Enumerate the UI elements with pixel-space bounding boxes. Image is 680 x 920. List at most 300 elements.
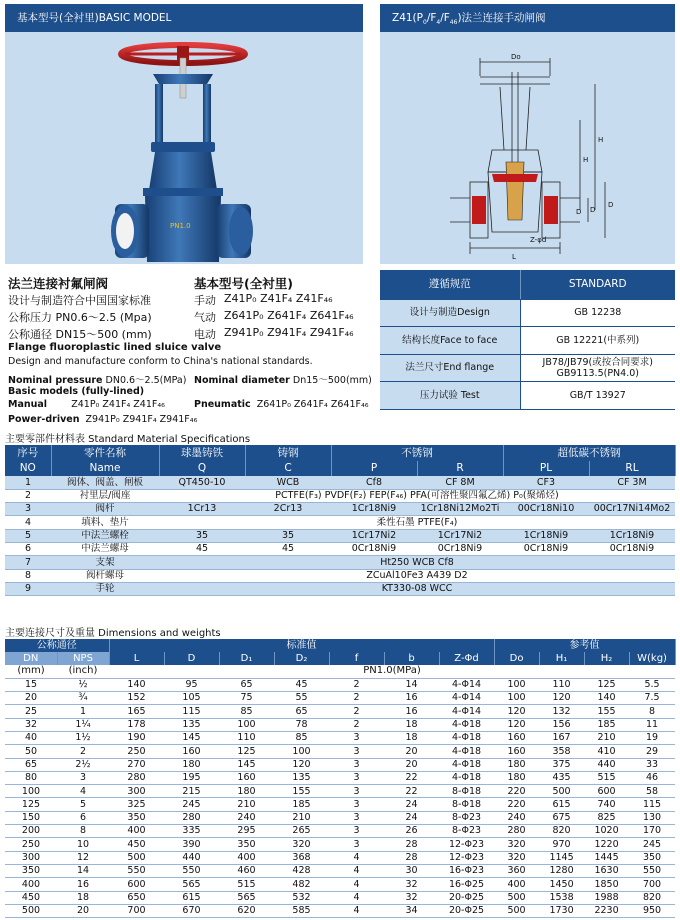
dimension-cell: 210 [584, 731, 629, 744]
dims-column-header: D [164, 652, 219, 665]
dimension-cell: 950 [629, 904, 675, 917]
manual-models-cn: Z41P₀ Z41F₄ Z41F₄₆ [224, 292, 333, 305]
dimension-cell: 130 [629, 811, 675, 824]
standard-value: GB/T 13927 [520, 382, 675, 410]
dimension-cell: 220 [494, 785, 539, 798]
material-part-name: 手轮 [51, 582, 159, 595]
dimension-cell: 115 [629, 798, 675, 811]
dimension-cell: 20 [384, 745, 439, 758]
dimension-cell: 240 [494, 811, 539, 824]
dimension-cell: 33 [629, 758, 675, 771]
dimension-cell: 6 [57, 811, 109, 824]
dimension-row [5, 851, 675, 864]
dimension-cell: ½ [57, 678, 109, 691]
dimension-cell: 2 [329, 705, 384, 718]
dimension-cell: 85 [274, 731, 329, 744]
valve-header-text: $Z41(P_0/F_4/F_{46})$法兰连接手动闸阀 [392, 12, 546, 27]
photo-marking: PN1.0 [170, 222, 191, 230]
dimension-cell: 120 [274, 758, 329, 771]
dimension-cell: 2230 [584, 904, 629, 917]
dimension-cell: 300 [109, 785, 164, 798]
dimension-cell: 125 [584, 678, 629, 691]
material-row [5, 556, 675, 569]
dimension-cell: 3 [329, 771, 384, 784]
dimension-cell: 4-Φ14 [439, 678, 494, 691]
dimensions-title: 主要连接尺寸及重量 Dimensions and weights [5, 628, 221, 639]
material-part-name: 填料、垫片 [51, 516, 159, 529]
materials-header-row-1 [5, 445, 675, 461]
dimension-cell: 500 [5, 904, 57, 917]
dimension-cell: 145 [164, 731, 219, 744]
dimension-cell: 152 [109, 692, 164, 705]
dimension-cell: 335 [164, 825, 219, 838]
material-cell: 45 [245, 542, 331, 555]
dimension-cell: 8-Φ23 [439, 825, 494, 838]
dimension-cell: 45 [274, 678, 329, 691]
dimensions-table [5, 639, 676, 918]
dimension-cell: 185 [274, 798, 329, 811]
dimension-cell: 24 [384, 811, 439, 824]
material-cell: 1Cr18Ni12Mo2Ti [417, 503, 503, 516]
dimension-cell: 400 [5, 878, 57, 891]
standard-value: GB 12221(中系列) [520, 327, 675, 355]
dims-column-header: Do [494, 652, 539, 665]
design-standard-en: Design and manufacture conform to China's national standards. [8, 356, 313, 367]
dimension-cell: 165 [109, 705, 164, 718]
dimension-cell: 12-Φ23 [439, 838, 494, 851]
dimension-cell: 3 [329, 785, 384, 798]
dimension-cell: 80 [5, 771, 57, 784]
material-cell: 00Cr17Ni14Mo2 [589, 503, 675, 516]
dimension-cell: 4 [329, 891, 384, 904]
standard-key: 结构长度Face to face [380, 327, 520, 355]
dimension-cell: 16 [384, 705, 439, 718]
dimension-cell: 100 [5, 785, 57, 798]
dimension-cell: 178 [109, 718, 164, 731]
dimension-cell: 75 [219, 692, 274, 705]
material-row [5, 542, 675, 555]
basic-model-title-cn: 基本型号(全衬里) [194, 276, 293, 291]
dimension-cell: 280 [494, 825, 539, 838]
dimension-cell: 368 [274, 851, 329, 864]
dimension-cell: 19 [629, 731, 675, 744]
dimension-cell: 615 [539, 798, 584, 811]
dimension-cell: 20 [384, 758, 439, 771]
dimension-cell: 245 [164, 798, 219, 811]
dimension-cell: 22 [384, 785, 439, 798]
dimension-cell: 500 [494, 904, 539, 917]
dimension-cell: 160 [164, 745, 219, 758]
dimension-cell: 440 [164, 851, 219, 864]
material-no: 9 [5, 582, 51, 595]
dimension-cell: 970 [539, 838, 584, 851]
dimension-cell: 360 [494, 864, 539, 877]
nominal-diameter-en: Nominal diameter Dn15～500(mm) [194, 375, 372, 386]
dims-h3-mm: (mm) [5, 665, 57, 678]
material-row [5, 582, 675, 595]
standard-row [380, 354, 675, 382]
dimension-cell: 350 [109, 811, 164, 824]
dimension-cell: 150 [5, 811, 57, 824]
material-row [5, 569, 675, 582]
dimension-cell: 600 [109, 878, 164, 891]
dimension-cell: 245 [629, 838, 675, 851]
mat-h2: C [245, 461, 331, 477]
dimension-cell: 4-Φ18 [439, 731, 494, 744]
pneumatic-label-cn: 气动 [194, 311, 216, 324]
diagram-label-d1: D [590, 206, 596, 214]
dimension-cell: 4 [329, 851, 384, 864]
dimension-cell: 15 [5, 678, 57, 691]
material-no: 1 [5, 476, 51, 489]
dimension-cell: 240 [219, 811, 274, 824]
dimension-cell: 615 [164, 891, 219, 904]
diagram-label-d2: D [576, 208, 582, 216]
dimension-cell: 50 [5, 745, 57, 758]
dimension-cell: 1145 [539, 851, 584, 864]
dimension-cell: 65 [219, 678, 274, 691]
dimension-cell: 18 [57, 891, 109, 904]
dimension-cell: 4-Φ18 [439, 758, 494, 771]
standard-key: 法兰尺寸End flange [380, 354, 520, 382]
dimension-cell: 156 [539, 718, 584, 731]
electric-label-cn: 电动 [194, 328, 216, 341]
dimension-cell: 8 [57, 825, 109, 838]
dimension-cell: 20-Φ25 [439, 891, 494, 904]
standard-value: JB78/JB79(或按合同要求) GB9113.5(PN4.0) [520, 354, 675, 382]
dimension-cell: 515 [219, 878, 274, 891]
diagram-label-h: H [598, 136, 604, 144]
dimension-cell: 170 [629, 825, 675, 838]
dimension-cell: 14 [384, 678, 439, 691]
dimension-cell: 2 [329, 692, 384, 705]
material-no: 3 [5, 503, 51, 516]
dims-header-row-2 [5, 652, 675, 665]
material-cell: 1Cr18Ni9 [331, 503, 417, 516]
material-cell: 35 [159, 529, 245, 542]
dimension-cell: 410 [584, 745, 629, 758]
material-cell: 1Cr18Ni9 [589, 529, 675, 542]
dimension-cell: 3 [329, 758, 384, 771]
dimension-cell: 78 [274, 718, 329, 731]
dimension-cell: 320 [494, 851, 539, 864]
standard-row [380, 382, 675, 410]
dimension-cell: 3 [329, 745, 384, 758]
dimension-cell: 28 [384, 851, 439, 864]
materials-title: 主要零部件材料表 Standard Material Specifications [5, 434, 251, 445]
dimension-cell: 500 [494, 891, 539, 904]
dimension-cell: 450 [5, 891, 57, 904]
standard-head-left: 遵循规范 [380, 270, 520, 299]
dimension-cell: 155 [584, 705, 629, 718]
dimension-cell: 460 [219, 864, 274, 877]
material-cell: 0Cr18Ni9 [589, 542, 675, 555]
material-no: 6 [5, 542, 51, 555]
material-spec: ZCuAl10Fe3 A439 D2 [159, 569, 675, 582]
valve-diagram-panel [380, 32, 675, 264]
dimension-cell: ¾ [57, 692, 109, 705]
material-cell: 45 [159, 542, 245, 555]
dimension-cell: 5 [57, 798, 109, 811]
material-spec: KT330-08 WCC [159, 582, 675, 595]
dimension-row [5, 904, 675, 917]
dimension-cell: 46 [629, 771, 675, 784]
gate-valve-photo [5, 32, 363, 264]
mat-h2: PL [503, 461, 589, 477]
pneumatic-models-en: Pneumatic Z641P₀ Z641F₄ Z641F₄₆ [194, 399, 369, 410]
dimension-cell: 250 [109, 745, 164, 758]
dimension-cell: 700 [109, 904, 164, 917]
dimension-cell: 100 [219, 718, 274, 731]
dimension-cell: 120 [494, 718, 539, 731]
dimension-cell: 550 [164, 864, 219, 877]
material-no: 2 [5, 489, 51, 502]
dims-column-header: W(kg) [629, 652, 675, 665]
dimension-cell: 600 [584, 785, 629, 798]
dimension-cell: 58 [629, 785, 675, 798]
dimension-cell: 295 [219, 825, 274, 838]
dimension-cell: 532 [274, 891, 329, 904]
dimension-row [5, 825, 675, 838]
dimension-row [5, 864, 675, 877]
dimension-cell: 3 [329, 731, 384, 744]
nominal-diameter-cn: 公称通径 DN15～500 (mm) [8, 328, 152, 341]
dimension-cell: 620 [219, 904, 274, 917]
material-spec: 柔性石墨 PTFE(F₄) [159, 516, 675, 529]
dimension-cell: 4-Φ18 [439, 771, 494, 784]
electric-models-cn: Z941P₀ Z941F₄ Z941F₄₆ [224, 326, 354, 339]
dimension-cell: 325 [109, 798, 164, 811]
manual-models-en: Manual Z41P₀ Z41F₄ Z41F₄₆ [8, 399, 165, 410]
basic-model-header-text: 基本型号(全衬里)BASIC MODEL [17, 12, 172, 24]
dimension-cell: 4 [329, 864, 384, 877]
valve-section-diagram [380, 32, 675, 264]
nominal-pressure-en: Nominal pressure DN0.6～2.5(MPa) [8, 375, 187, 386]
dimension-row [5, 811, 675, 824]
materials-table [5, 445, 676, 596]
dimension-cell: 280 [109, 771, 164, 784]
dimension-cell: 4-Φ14 [439, 692, 494, 705]
diagram-label-do: Do [511, 53, 521, 61]
dims-column-header: D₁ [219, 652, 274, 665]
dimension-cell: 500 [539, 785, 584, 798]
dimension-cell: 4-Φ18 [439, 718, 494, 731]
dimension-cell: 160 [494, 745, 539, 758]
dimension-cell: 825 [584, 811, 629, 824]
material-cell: 35 [245, 529, 331, 542]
dimension-cell: 140 [584, 692, 629, 705]
dimension-cell: 16 [57, 878, 109, 891]
dimension-cell: 675 [539, 811, 584, 824]
dimension-cell: 2 [57, 745, 109, 758]
dimension-cell: 390 [164, 838, 219, 851]
material-row [5, 503, 675, 516]
dimension-cell: 100 [274, 745, 329, 758]
dimension-row [5, 678, 675, 691]
dimension-cell: 4-Φ18 [439, 745, 494, 758]
dimension-cell: 20-Φ25 [439, 904, 494, 917]
dimension-cell: 565 [164, 878, 219, 891]
mat-h2: RL [589, 461, 675, 477]
dimension-cell: 110 [219, 731, 274, 744]
mat-h-ductile: 球墨铸铁 [159, 445, 245, 461]
dims-column-header: Z-Φd [439, 652, 494, 665]
material-cell: 0Cr18Ni9 [417, 542, 503, 555]
dimension-cell: 428 [274, 864, 329, 877]
dimension-cell: 55 [274, 692, 329, 705]
standard-table [380, 270, 675, 410]
dimension-cell: 400 [219, 851, 274, 864]
dimension-cell: 140 [109, 678, 164, 691]
dimension-row [5, 838, 675, 851]
dimension-cell: 65 [5, 758, 57, 771]
materials-header-row-2 [5, 461, 675, 477]
dimension-cell: 10 [57, 838, 109, 851]
dimension-cell: 200 [5, 825, 57, 838]
mat-h-cast: 铸钢 [245, 445, 331, 461]
material-cell: QT450-10 [159, 476, 245, 489]
dims-column-header: H₁ [539, 652, 584, 665]
dimension-cell: 350 [5, 864, 57, 877]
material-cell: 1Cr13 [159, 503, 245, 516]
dimension-row [5, 745, 675, 758]
dimension-cell: 16-Φ25 [439, 878, 494, 891]
dimension-cell: 1¼ [57, 718, 109, 731]
dimension-cell: 210 [219, 798, 274, 811]
standard-table-header [380, 270, 675, 299]
dimension-cell: 500 [109, 851, 164, 864]
dimension-cell: 565 [219, 891, 274, 904]
dimension-cell: 515 [584, 771, 629, 784]
dimension-cell: 1220 [584, 838, 629, 851]
dimension-cell: 320 [274, 838, 329, 851]
dimension-cell: 440 [584, 758, 629, 771]
dimension-cell: 435 [539, 771, 584, 784]
material-part-name: 支架 [51, 556, 159, 569]
dimension-row [5, 705, 675, 718]
dimension-cell: 14 [57, 864, 109, 877]
basic-model-header [5, 4, 363, 32]
dimension-cell: 95 [164, 678, 219, 691]
mat-h-name: 零件名称 [51, 445, 159, 461]
dims-h3-pn: PN1.0(MPa) [109, 665, 675, 678]
dimension-cell: 1280 [539, 864, 584, 877]
nominal-pressure-cn: 公称压力 PN0.6～2.5 (Mpa) [8, 311, 152, 324]
dimension-row [5, 731, 675, 744]
dimension-cell: 185 [584, 718, 629, 731]
dimension-cell: 34 [384, 904, 439, 917]
dims-h-nominal: 公称通径 [5, 639, 109, 652]
dimension-cell: 1988 [584, 891, 629, 904]
dimension-cell: 8 [629, 705, 675, 718]
dimension-cell: 132 [539, 705, 584, 718]
dimension-cell: 8-Φ18 [439, 785, 494, 798]
dimension-cell: 1850 [584, 878, 629, 891]
dimension-cell: 215 [164, 785, 219, 798]
dimension-cell: 2½ [57, 758, 109, 771]
dimension-cell: 100 [494, 678, 539, 691]
dimension-cell: 24 [384, 798, 439, 811]
mat-h2: Q [159, 461, 245, 477]
dimension-cell: 3 [329, 811, 384, 824]
dimension-cell: 105 [164, 692, 219, 705]
dims-column-header: NPS [57, 652, 109, 665]
basic-models-en: Basic models (fully-lined) [8, 386, 145, 397]
mat-h-stainless: 不锈钢 [331, 445, 503, 461]
material-cell: 1Cr17Ni2 [417, 529, 503, 542]
dimension-cell: 550 [109, 864, 164, 877]
dimension-cell: 180 [219, 785, 274, 798]
dimension-row [5, 692, 675, 705]
material-cell: 2Cr13 [245, 503, 331, 516]
dimension-cell: 280 [164, 811, 219, 824]
dimension-cell: 11 [629, 718, 675, 731]
material-part-name: 中法兰螺栓 [51, 529, 159, 542]
dimension-row [5, 891, 675, 904]
dimension-cell: 18 [384, 731, 439, 744]
mat-h2: NO [5, 461, 51, 477]
dimension-cell: 2 [329, 718, 384, 731]
dimension-cell: 160 [494, 731, 539, 744]
dimension-cell: 4 [329, 878, 384, 891]
dimension-cell: 1 [57, 705, 109, 718]
material-cell: 1Cr18Ni9 [503, 529, 589, 542]
material-spec: PCTFE(F₃) PVDF(F₂) FEP(F₄₆) PFA(可溶性聚四氟乙烯) P₀(聚烯烃) [159, 489, 675, 502]
dims-h3-inch: (inch) [57, 665, 109, 678]
dimension-cell: 160 [219, 771, 274, 784]
dimension-cell: 270 [109, 758, 164, 771]
dimension-cell: 820 [629, 891, 675, 904]
dimension-cell: 1730 [539, 904, 584, 917]
dimension-cell: 167 [539, 731, 584, 744]
material-no: 5 [5, 529, 51, 542]
dimension-cell: 135 [164, 718, 219, 731]
dimension-cell: 125 [219, 745, 274, 758]
dimension-cell: 8-Φ23 [439, 811, 494, 824]
dimension-cell: 585 [274, 904, 329, 917]
material-part-name: 中法兰螺母 [51, 542, 159, 555]
dimension-cell: 16 [384, 692, 439, 705]
diagram-label-l: L [512, 253, 516, 261]
material-row [5, 489, 675, 502]
dimension-row [5, 758, 675, 771]
standard-value: GB 12238 [520, 299, 675, 327]
dims-column-header: D₂ [274, 652, 329, 665]
dimension-cell: 32 [384, 878, 439, 891]
dims-h-standard: 标准值 [109, 639, 494, 652]
dimension-cell: 115 [164, 705, 219, 718]
mat-h2: Name [51, 461, 159, 477]
dimension-cell: 400 [494, 878, 539, 891]
dimension-row [5, 771, 675, 784]
dimension-cell: 1630 [584, 864, 629, 877]
dims-column-header: DN [5, 652, 57, 665]
material-cell: 0Cr18Ni9 [503, 542, 589, 555]
dimension-cell: 2 [329, 678, 384, 691]
dimension-cell: 65 [274, 705, 329, 718]
dimension-cell: 450 [109, 838, 164, 851]
dimension-cell: 1020 [584, 825, 629, 838]
dimension-cell: 3 [329, 825, 384, 838]
dimension-cell: 12 [57, 851, 109, 864]
material-part-name: 阀体、阀盖、闸板 [51, 476, 159, 489]
dimension-cell: 85 [219, 705, 274, 718]
dimension-cell: 22 [384, 771, 439, 784]
dimension-cell: 26 [384, 825, 439, 838]
dimension-cell: 12-Φ23 [439, 851, 494, 864]
dimension-cell: 135 [274, 771, 329, 784]
standard-row [380, 299, 675, 327]
